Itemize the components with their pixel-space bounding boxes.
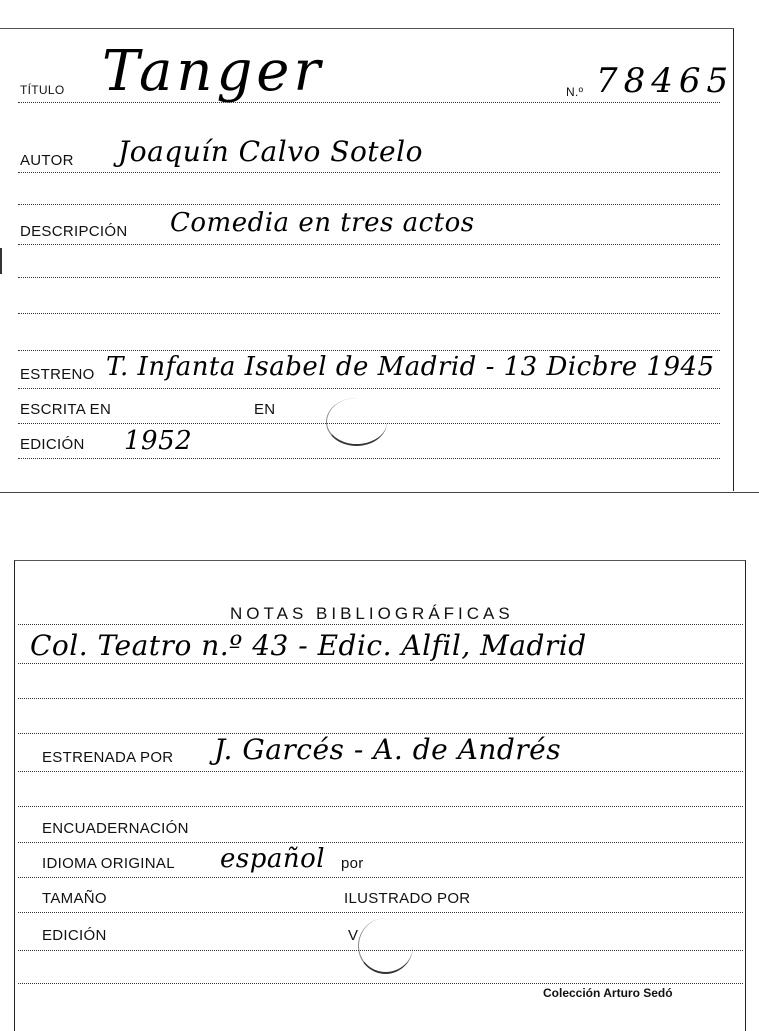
encuadernacion-label: ENCUADERNACIÓN xyxy=(42,820,189,837)
stamp-mark xyxy=(358,918,413,974)
rule xyxy=(18,806,743,807)
edicion2-label: EDICIÓN xyxy=(42,927,107,944)
titulo-value: Tanger xyxy=(102,39,325,104)
rule xyxy=(18,663,743,664)
rule xyxy=(18,950,743,951)
por-label: por xyxy=(341,855,364,872)
rule xyxy=(18,204,720,205)
separator-line xyxy=(0,492,759,493)
rule xyxy=(18,842,743,843)
descripcion-value: Comedia en tres actos xyxy=(170,208,475,238)
rule xyxy=(18,912,743,913)
estrenada-label: ESTRENADA POR xyxy=(42,749,174,766)
numero-label: N.º xyxy=(566,85,584,99)
collection-footer: Colección Arturo Sedó xyxy=(543,986,673,1000)
rule xyxy=(18,983,743,984)
rule xyxy=(18,698,743,699)
autor-value: Joaquín Calvo Sotelo xyxy=(118,135,423,168)
notas-heading: NOTAS BIBLIOGRÁFICAS xyxy=(230,604,514,623)
estrenada-value: J. Garcés - A. de Andrés xyxy=(214,733,562,766)
numero-value: 78465 xyxy=(596,61,735,101)
tamano-label: TAMAÑO xyxy=(42,890,107,907)
autor-label: AUTOR xyxy=(20,152,74,169)
en-label: EN xyxy=(254,401,276,418)
descripcion-label: DESCRIPCIÓN xyxy=(20,223,128,240)
ilustrado-label: ILUSTRADO POR xyxy=(344,890,471,907)
rule xyxy=(18,313,720,314)
v-label: V xyxy=(348,927,359,944)
idioma-label: IDIOMA ORIGINAL xyxy=(42,855,175,872)
stamp-mark xyxy=(326,398,387,446)
estreno-label: ESTRENO xyxy=(20,366,95,383)
titulo-label: TÍTULO xyxy=(20,83,65,97)
rule xyxy=(18,102,720,103)
rule xyxy=(18,172,720,173)
idioma-value: español xyxy=(220,844,326,874)
rule xyxy=(18,771,743,772)
edge-mark xyxy=(0,248,2,274)
rule xyxy=(18,624,743,625)
edicion-label: EDICIÓN xyxy=(20,436,85,453)
notas-value: Col. Teatro n.º 43 - Edic. Alfil, Madrid xyxy=(30,629,587,662)
rule xyxy=(18,877,743,878)
rule xyxy=(18,350,720,351)
rule xyxy=(18,244,720,245)
estreno-value: T. Infanta Isabel de Madrid - 13 Dicbre 1945 xyxy=(106,352,715,382)
edicion-value: 1952 xyxy=(124,426,193,456)
rule xyxy=(18,388,720,389)
rule xyxy=(18,277,720,278)
escrita-en-label: ESCRITA EN xyxy=(20,401,112,418)
rule xyxy=(18,458,720,459)
rule xyxy=(18,423,720,424)
